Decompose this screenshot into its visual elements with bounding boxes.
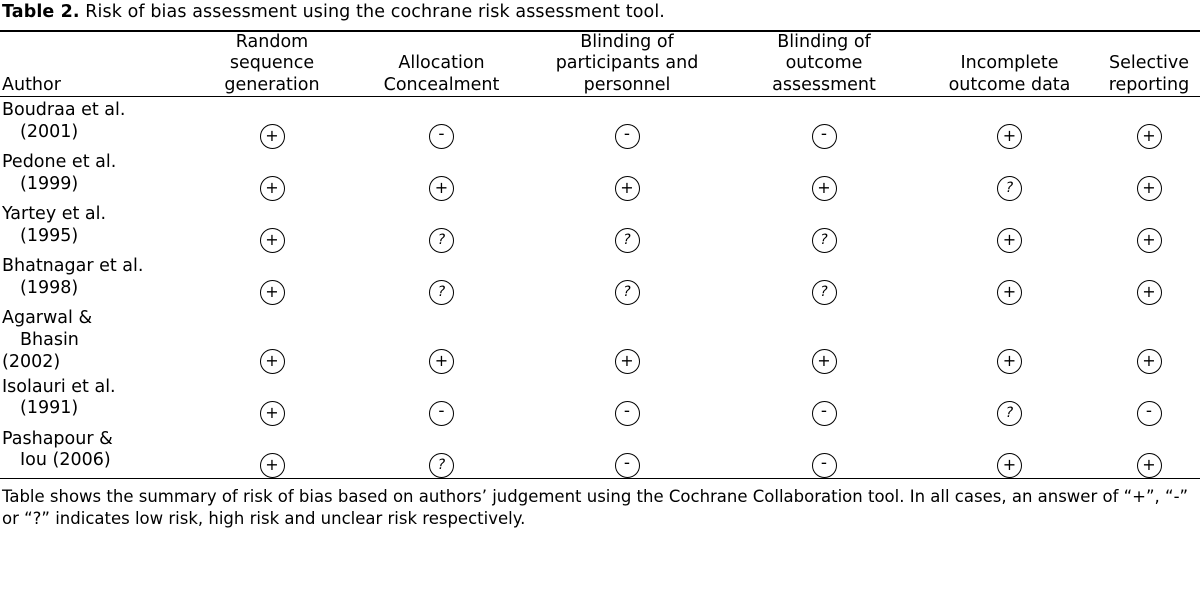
- low-risk-icon: +: [260, 124, 285, 149]
- table-body: [0, 97, 1200, 478]
- author-line2: (1999): [20, 173, 79, 194]
- table-row: [0, 149, 1200, 201]
- cell-judgement: [527, 97, 727, 149]
- cell-author: [0, 201, 188, 253]
- high-risk-icon: -: [615, 453, 640, 478]
- column-header-allocation-concealment: [356, 32, 527, 96]
- table-footnote: Table shows the summary of risk of bias based on authors’ judgement using the Cochrane Collaboration tool. In all cases, an answer of “+”, “-” or “?” indicates low risk, high risk and unclear risk respectively.: [2, 486, 1189, 528]
- cell-judgement: [727, 149, 921, 201]
- cell-judgement: [727, 97, 921, 149]
- cell-judgement: [727, 305, 921, 374]
- cell-judgement: [356, 426, 527, 478]
- cell-judgement: [188, 426, 356, 478]
- high-risk-icon: -: [615, 401, 640, 426]
- low-risk-icon: +: [997, 349, 1022, 374]
- author-line2: Iou (2006): [20, 450, 111, 471]
- unclear-risk-icon: ?: [429, 280, 454, 305]
- table-caption: [0, 0, 1200, 30]
- cell-judgement: [1098, 201, 1200, 253]
- low-risk-icon: +: [812, 349, 837, 374]
- author-line3: (2002): [2, 351, 61, 372]
- low-risk-icon: +: [429, 176, 454, 201]
- table-row: [0, 201, 1200, 253]
- cell-judgement: [527, 374, 727, 426]
- column-header-selective-reporting: [1098, 32, 1200, 96]
- low-risk-icon: +: [615, 176, 640, 201]
- low-risk-icon: +: [615, 349, 640, 374]
- low-risk-icon: +: [260, 228, 285, 253]
- cell-judgement: [356, 149, 527, 201]
- cell-judgement: [1098, 149, 1200, 201]
- low-risk-icon: +: [997, 124, 1022, 149]
- column-header-author-label: Author: [2, 74, 61, 95]
- col-bpp-line1: Blinding of: [580, 31, 674, 52]
- cell-author: [0, 374, 188, 426]
- unclear-risk-icon: ?: [615, 280, 640, 305]
- cell-judgement: [921, 149, 1098, 201]
- col-rsg-line2: sequence: [229, 53, 315, 74]
- low-risk-icon: +: [1137, 349, 1162, 374]
- author-line2: (1991): [20, 398, 79, 419]
- high-risk-icon: -: [812, 124, 837, 149]
- cell-judgement: [921, 426, 1098, 478]
- col-sr-line2: Selective: [1109, 53, 1189, 74]
- cell-judgement: [921, 253, 1098, 305]
- cell-judgement: [727, 201, 921, 253]
- table-row: [0, 253, 1200, 305]
- col-boa-line1: Blinding of: [777, 31, 871, 52]
- table-caption-text: Risk of bias assessment using the cochrane risk assessment tool.: [85, 2, 665, 22]
- high-risk-icon: -: [615, 124, 640, 149]
- cell-judgement: [356, 374, 527, 426]
- cell-judgement: [921, 374, 1098, 426]
- cell-judgement: [188, 374, 356, 426]
- cell-judgement: [727, 374, 921, 426]
- column-header-author: [0, 32, 188, 96]
- author-line1: Pedone et al.: [2, 151, 117, 172]
- table-caption-label: Table 2.: [2, 2, 80, 22]
- cell-judgement: [527, 253, 727, 305]
- cell-author: [0, 426, 188, 478]
- cell-judgement: [1098, 97, 1200, 149]
- table-header: [0, 32, 1200, 96]
- cell-judgement: [527, 201, 727, 253]
- cell-judgement: [188, 97, 356, 149]
- cell-author: [0, 149, 188, 201]
- col-iod-line3: outcome data: [948, 74, 1071, 95]
- cell-judgement: [727, 426, 921, 478]
- cell-judgement: [921, 201, 1098, 253]
- cell-judgement: [356, 305, 527, 374]
- low-risk-icon: +: [997, 280, 1022, 305]
- col-sr-line3: reporting: [1108, 74, 1190, 95]
- risk-of-bias-table-body: [0, 97, 1200, 478]
- cell-judgement: [921, 305, 1098, 374]
- high-risk-icon: -: [429, 124, 454, 149]
- author-line1: Pashapour &: [2, 428, 113, 449]
- cell-judgement: [527, 305, 727, 374]
- cell-judgement: [356, 97, 527, 149]
- author-line2: (1995): [20, 225, 79, 246]
- unclear-risk-icon: ?: [812, 280, 837, 305]
- unclear-risk-icon: ?: [615, 228, 640, 253]
- low-risk-icon: +: [260, 280, 285, 305]
- cell-author: [0, 305, 188, 374]
- high-risk-icon: -: [1137, 401, 1162, 426]
- low-risk-icon: +: [997, 228, 1022, 253]
- cell-judgement: [356, 201, 527, 253]
- high-risk-icon: -: [812, 401, 837, 426]
- cell-author: [0, 253, 188, 305]
- low-risk-icon: +: [260, 176, 285, 201]
- cell-judgement: [188, 201, 356, 253]
- cell-author: [0, 97, 188, 149]
- table-row: [0, 374, 1200, 426]
- table-row: [0, 97, 1200, 149]
- col-rsg-line3: generation: [224, 74, 320, 95]
- author-line1: Isolauri et al.: [2, 376, 116, 397]
- cell-judgement: [1098, 374, 1200, 426]
- col-bpp-line2: participants and: [555, 53, 699, 74]
- col-iod-line2: Incomplete: [960, 53, 1059, 74]
- low-risk-icon: +: [260, 401, 285, 426]
- low-risk-icon: +: [997, 453, 1022, 478]
- column-header-blinding-participants-personnel: [527, 32, 727, 96]
- low-risk-icon: +: [1137, 280, 1162, 305]
- col-rsg-line1: Random: [235, 31, 309, 52]
- unclear-risk-icon: ?: [429, 453, 454, 478]
- author-line1: Boudraa et al.: [2, 99, 126, 120]
- author-line1: Agarwal &: [2, 307, 93, 328]
- author-line1: Bhatnagar et al.: [2, 255, 144, 276]
- cell-judgement: [188, 253, 356, 305]
- cell-judgement: [356, 253, 527, 305]
- table-row: [0, 426, 1200, 478]
- cell-judgement: [188, 305, 356, 374]
- col-ac-line3: Concealment: [383, 74, 500, 95]
- low-risk-icon: +: [1137, 124, 1162, 149]
- cell-judgement: [527, 149, 727, 201]
- low-risk-icon: +: [1137, 228, 1162, 253]
- cell-judgement: [727, 253, 921, 305]
- cell-judgement: [1098, 426, 1200, 478]
- unclear-risk-icon: ?: [812, 228, 837, 253]
- column-header-incomplete-outcome-data: [921, 32, 1098, 96]
- author-line1: Yartey et al.: [2, 203, 107, 224]
- cell-judgement: [1098, 253, 1200, 305]
- table-row: [0, 305, 1200, 374]
- col-boa-line2: outcome: [785, 53, 863, 74]
- col-boa-line3: assessment: [772, 74, 876, 95]
- low-risk-icon: +: [1137, 453, 1162, 478]
- low-risk-icon: +: [260, 453, 285, 478]
- low-risk-icon: +: [1137, 176, 1162, 201]
- cell-judgement: [188, 149, 356, 201]
- header-row: [0, 32, 1200, 96]
- high-risk-icon: -: [429, 401, 454, 426]
- author-line2: Bhasin: [20, 329, 79, 350]
- unclear-risk-icon: ?: [429, 228, 454, 253]
- low-risk-icon: +: [260, 349, 285, 374]
- cell-judgement: [1098, 305, 1200, 374]
- cell-judgement: [527, 426, 727, 478]
- col-ac-line2: Allocation: [398, 53, 485, 74]
- cell-judgement: [921, 97, 1098, 149]
- author-line2: (2001): [20, 121, 79, 142]
- risk-of-bias-table: [0, 32, 1200, 96]
- column-header-random-sequence-generation: [188, 32, 356, 96]
- author-line2: (1998): [20, 277, 79, 298]
- col-bpp-line3: personnel: [583, 74, 671, 95]
- unclear-risk-icon: ?: [997, 176, 1022, 201]
- column-header-blinding-outcome-assessment: [727, 32, 921, 96]
- low-risk-icon: +: [812, 176, 837, 201]
- low-risk-icon: +: [429, 349, 454, 374]
- unclear-risk-icon: ?: [997, 401, 1022, 426]
- high-risk-icon: -: [812, 453, 837, 478]
